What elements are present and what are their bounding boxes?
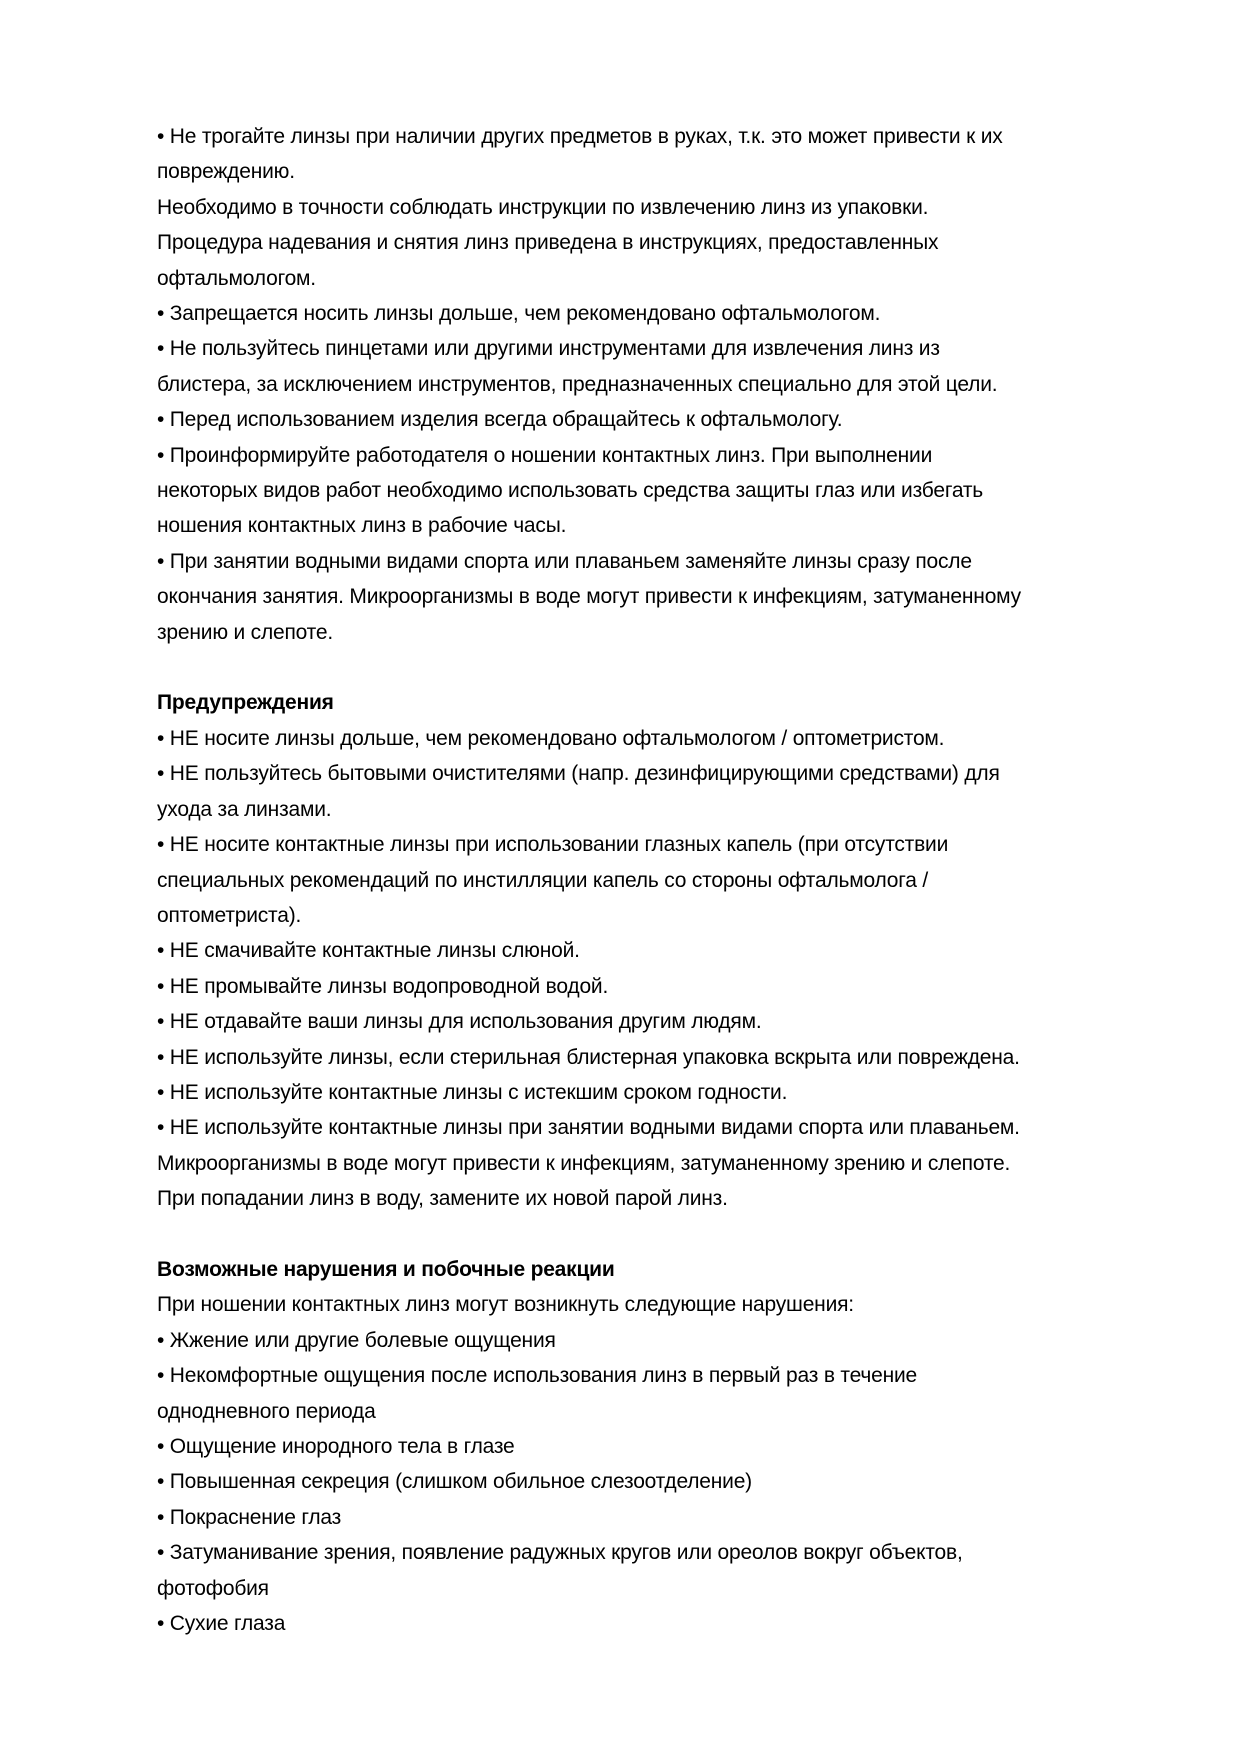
document-line: • НЕ промывайте линзы водопроводной водой. bbox=[157, 974, 609, 998]
document-line: При ношении контактных линз могут возникнуть следующие нарушения: bbox=[157, 1293, 854, 1317]
document-line: • Проинформируйте работодателя о ношении контактных линз. При выполнении bbox=[157, 443, 933, 467]
document-line: зрению и слепоте. bbox=[157, 620, 333, 644]
document-line: Возможные нарушения и побочные реакции bbox=[157, 1257, 615, 1281]
document-line: • НЕ смачивайте контактные линзы слюной. bbox=[157, 939, 580, 963]
document-line: фотофобия bbox=[157, 1576, 269, 1600]
document-line: блистера, за исключением инструментов, предназначенных специально для этой цели. bbox=[157, 372, 998, 396]
document-line bbox=[157, 650, 1189, 685]
document-line: Процедура надевания и снятия линз приведена в инструкциях, предоставленных bbox=[157, 231, 939, 255]
document-line: • НЕ используйте контактные линзы с истекшим сроком годности. bbox=[157, 1080, 788, 1104]
document-line: ухода за линзами. bbox=[157, 797, 332, 821]
document-line: однодневного периода bbox=[157, 1399, 376, 1423]
document-line: специальных рекомендаций по инстилляции капель со стороны офтальмолога / bbox=[157, 868, 929, 892]
document-line: • Покраснение глаз bbox=[157, 1505, 342, 1529]
document-line: офтальмологом. bbox=[157, 266, 316, 290]
document-line: оптометриста). bbox=[157, 903, 302, 927]
document-line: • Затуманивание зрения, появление радужных кругов или ореолов вокруг объектов, bbox=[157, 1541, 963, 1565]
document-line: • НЕ носите контактные линзы при использовании глазных капель (при отсутствии bbox=[157, 833, 949, 857]
document-line bbox=[157, 1217, 1189, 1252]
document-line: повреждению. bbox=[157, 160, 295, 184]
document-line: • НЕ используйте контактные линзы при занятии водными видами спорта или плаваньем. bbox=[157, 1116, 1020, 1140]
document-content bbox=[157, 119, 1189, 1641]
document-line: • Сухие глаза bbox=[157, 1612, 286, 1636]
document-line: • Перед использованием изделия всегда обращайтесь к офтальмологу. bbox=[157, 408, 843, 432]
document-line: • НЕ пользуйтесь бытовыми очистителями (напр. дезинфицирующими средствами) для bbox=[157, 762, 1000, 786]
document-line: • Ощущение инородного тела в глазе bbox=[157, 1435, 515, 1458]
document-line: окончания занятия. Микроорганизмы в воде могут привести к инфекциям, затуманенному bbox=[157, 585, 1021, 609]
document-line: Необходимо в точности соблюдать инструкции по извлечению линз из упаковки. bbox=[157, 195, 929, 219]
document-line: • НЕ используйте линзы, если стерильная блистерная упаковка вскрыта или повреждена. bbox=[157, 1045, 1020, 1069]
document-line: • Запрещается носить линзы дольше, чем рекомендовано офтальмологом. bbox=[157, 302, 881, 326]
document-line: Микроорганизмы в воде могут привести к инфекциям, затуманенному зрению и слепоте. bbox=[157, 1151, 1011, 1175]
document-line: При попадании линз в воду, замените их новой парой линз. bbox=[157, 1187, 728, 1211]
document-line: • Не пользуйтесь пинцетами или другими инструментами для извлечения линз из bbox=[157, 337, 940, 361]
document-line: • НЕ носите линзы дольше, чем рекомендовано офтальмологом / оптометристом. bbox=[157, 726, 945, 750]
document-line: • Не трогайте линзы при наличии других предметов в руках, т.к. это может привести к их bbox=[157, 125, 1003, 148]
document-line: некоторых видов работ необходимо использовать средства защиты глаз или избегать bbox=[157, 479, 984, 503]
document-line: • Жжение или другие болевые ощущения bbox=[157, 1328, 556, 1352]
document-line: Предупреждения bbox=[157, 691, 334, 715]
document-line: ношения контактных линз в рабочие часы. bbox=[157, 514, 567, 538]
document-line: • При занятии водными видами спорта или плаваньем заменяйте линзы сразу после bbox=[157, 549, 972, 573]
document-line: • НЕ отдавайте ваши линзы для использования другим людям. bbox=[157, 1010, 762, 1034]
document-line: • Повышенная секреция (слишком обильное слезоотделение) bbox=[157, 1470, 752, 1494]
document-line: • Некомфортные ощущения после использования линз в первый раз в течение bbox=[157, 1364, 918, 1388]
